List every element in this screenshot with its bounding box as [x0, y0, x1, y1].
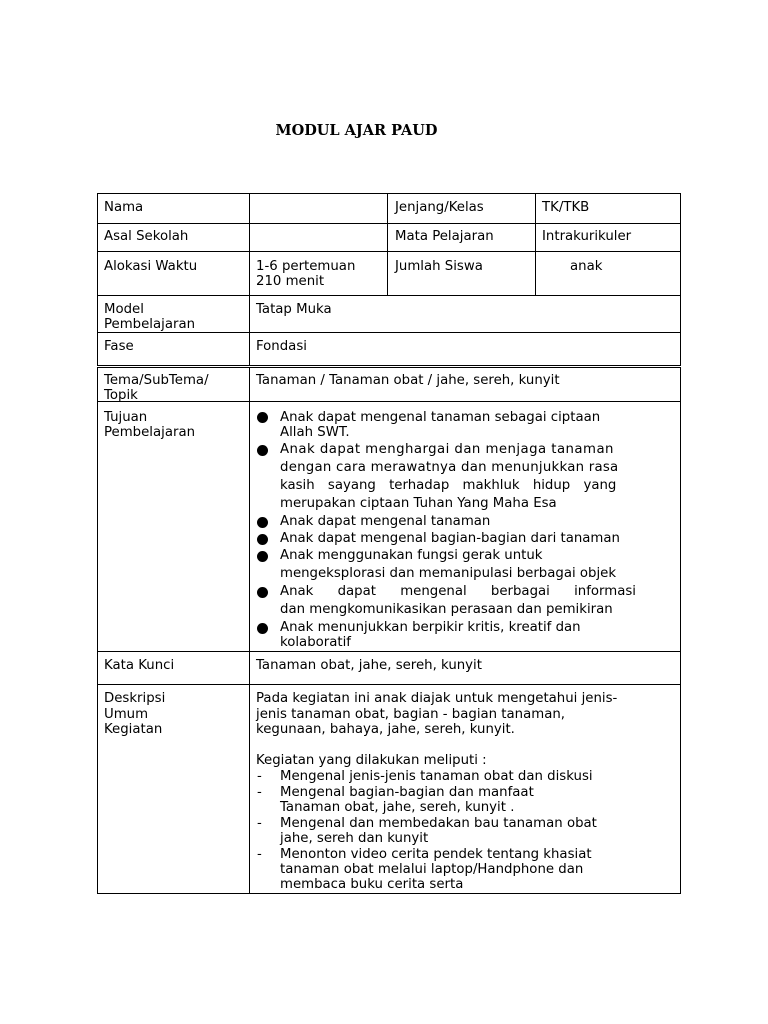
label-fase: Fase: [104, 339, 134, 354]
divider: [387, 193, 388, 295]
deskripsi-intro-line1: Pada kegiatan ini anak diajak untuk mengetahui jenis-: [256, 691, 618, 706]
label-model-line2: Pembelajaran: [104, 317, 196, 332]
bullet-icon: [257, 412, 268, 423]
dash-marker: -: [257, 785, 262, 800]
value-tema: Tanaman / Tanaman obat / jahe, sereh, kunyit: [256, 373, 560, 388]
kegiatan-item-4-line1: Menonton video cerita pendek tentang khasiat: [280, 847, 592, 862]
kegiatan-item-4-line3: membaca buku cerita serta: [280, 877, 464, 892]
value-model: Tatap Muka: [256, 302, 332, 317]
label-asal-sekolah: Asal Sekolah: [104, 229, 189, 244]
tujuan-item-2-line2: dengan cara merawatnya dan menunjukkan rasa: [280, 460, 619, 475]
tujuan-item-5-line1: Anak menggunakan fungsi gerak untuk: [280, 548, 543, 563]
dash-marker: -: [257, 769, 262, 784]
kegiatan-item-3-line2: jahe, sereh dan kunyit: [280, 831, 429, 846]
value-fase: Fondasi: [256, 339, 307, 354]
value-alokasi-line1: 1-6 pertemuan: [256, 259, 356, 274]
tujuan-item-7-line2: kolaboratif: [280, 635, 351, 650]
kegiatan-item-1: Mengenal jenis-jenis tanaman obat dan diskusi: [280, 769, 593, 784]
tujuan-item-5-line2: mengeksplorasi dan memanipulasi berbagai objek: [280, 566, 617, 581]
tujuan-item-2-line4: merupakan ciptaan Tuhan Yang Maha Esa: [280, 496, 557, 511]
label-deskripsi-line1: Deskripsi: [104, 691, 166, 706]
label-mata-pelajaran: Mata Pelajaran: [395, 229, 494, 244]
kegiatan-item-2-line1: Mengenal bagian-bagian dan manfaat: [280, 785, 534, 800]
label-alokasi-waktu: Alokasi Waktu: [104, 259, 198, 274]
divider: [535, 193, 536, 295]
tujuan-item-1-line1: [280, 410, 676, 425]
deskripsi-intro-line3: kegunaan, bahaya, jahe, sereh, kunyit.: [256, 722, 515, 737]
tujuan-item-2-line1: Anak dapat menghargai dan menjaga tanaman: [280, 442, 614, 457]
divider: [97, 651, 681, 652]
bullet-icon: [257, 445, 268, 456]
value-jumlah-siswa: anak: [570, 259, 603, 274]
divider: [97, 223, 681, 224]
tujuan-item-4: Anak dapat mengenal bagian-bagian dari tanaman: [280, 531, 620, 546]
label-tujuan-line1: Tujuan: [104, 410, 148, 425]
info-table: [97, 193, 681, 366]
bullet-icon: [257, 587, 268, 598]
tujuan-item-6-line2: dan mengkomunikasikan perasaan dan pemikiran: [280, 602, 613, 617]
dash-marker: -: [257, 816, 262, 831]
divider: [249, 295, 250, 366]
label-jumlah-siswa: Jumlah Siswa: [395, 259, 483, 274]
tujuan-item-7-line1: Anak menunjukkan berpikir kritis, kreatif dan: [280, 620, 581, 635]
divider: [97, 401, 681, 402]
page-title: MODUL AJAR PAUD: [275, 122, 438, 139]
label-model-line1: Model: [104, 302, 144, 317]
value-alokasi-line2: 210 menit: [256, 274, 325, 289]
deskripsi-list-heading: Kegiatan yang dilakukan meliputi :: [256, 753, 487, 768]
kegiatan-item-4-line2: tanaman obat melalui laptop/Handphone dan: [280, 862, 584, 877]
label-tema-line1: Tema/SubTema/: [104, 373, 209, 388]
label-deskripsi-line2: Umum: [104, 707, 149, 722]
bullet-icon: [257, 534, 268, 545]
deskripsi-intro-line2: jenis tanaman obat, bagian - bagian tanaman,: [256, 707, 566, 722]
divider: [249, 193, 250, 295]
bullet-icon: [257, 551, 268, 562]
kegiatan-item-3-line1: Mengenal dan membedakan bau tanaman obat: [280, 816, 597, 831]
bullet-icon: [257, 623, 268, 634]
label-tujuan-line2: Pembelajaran: [104, 425, 196, 440]
bullet-icon: [257, 517, 268, 528]
dash-marker: -: [257, 847, 262, 862]
label-kata-kunci: Kata Kunci: [104, 658, 175, 673]
label-nama: Nama: [104, 200, 144, 215]
divider: [97, 251, 681, 252]
text-span: Anak dapat mengenal tanaman sebagai ciptaan: [280, 410, 601, 425]
tujuan-item-3: Anak dapat mengenal tanaman: [280, 514, 491, 529]
kegiatan-item-2-line2: Tanaman obat, jahe, sereh, kunyit .: [280, 800, 515, 815]
divider: [97, 684, 681, 685]
label-jenjang: Jenjang/Kelas: [395, 200, 484, 215]
label-deskripsi-line3: Kegiatan: [104, 722, 163, 737]
tujuan-item-2-line3: kasih sayang terhadap makhluk hidup yang: [280, 478, 617, 493]
tujuan-item-1-line2: Allah SWT.: [280, 425, 350, 440]
value-kata-kunci: Tanaman obat, jahe, sereh, kunyit: [256, 658, 482, 673]
label-tema-line2: Topik: [104, 388, 138, 403]
divider: [97, 295, 681, 296]
divider: [97, 332, 681, 333]
divider: [249, 367, 250, 894]
value-mata-pelajaran: Intrakurikuler: [542, 229, 632, 244]
value-jenjang: TK/TKB: [542, 200, 590, 215]
tujuan-item-6-line1: Anak dapat mengenal berbagai informasi: [280, 584, 636, 599]
